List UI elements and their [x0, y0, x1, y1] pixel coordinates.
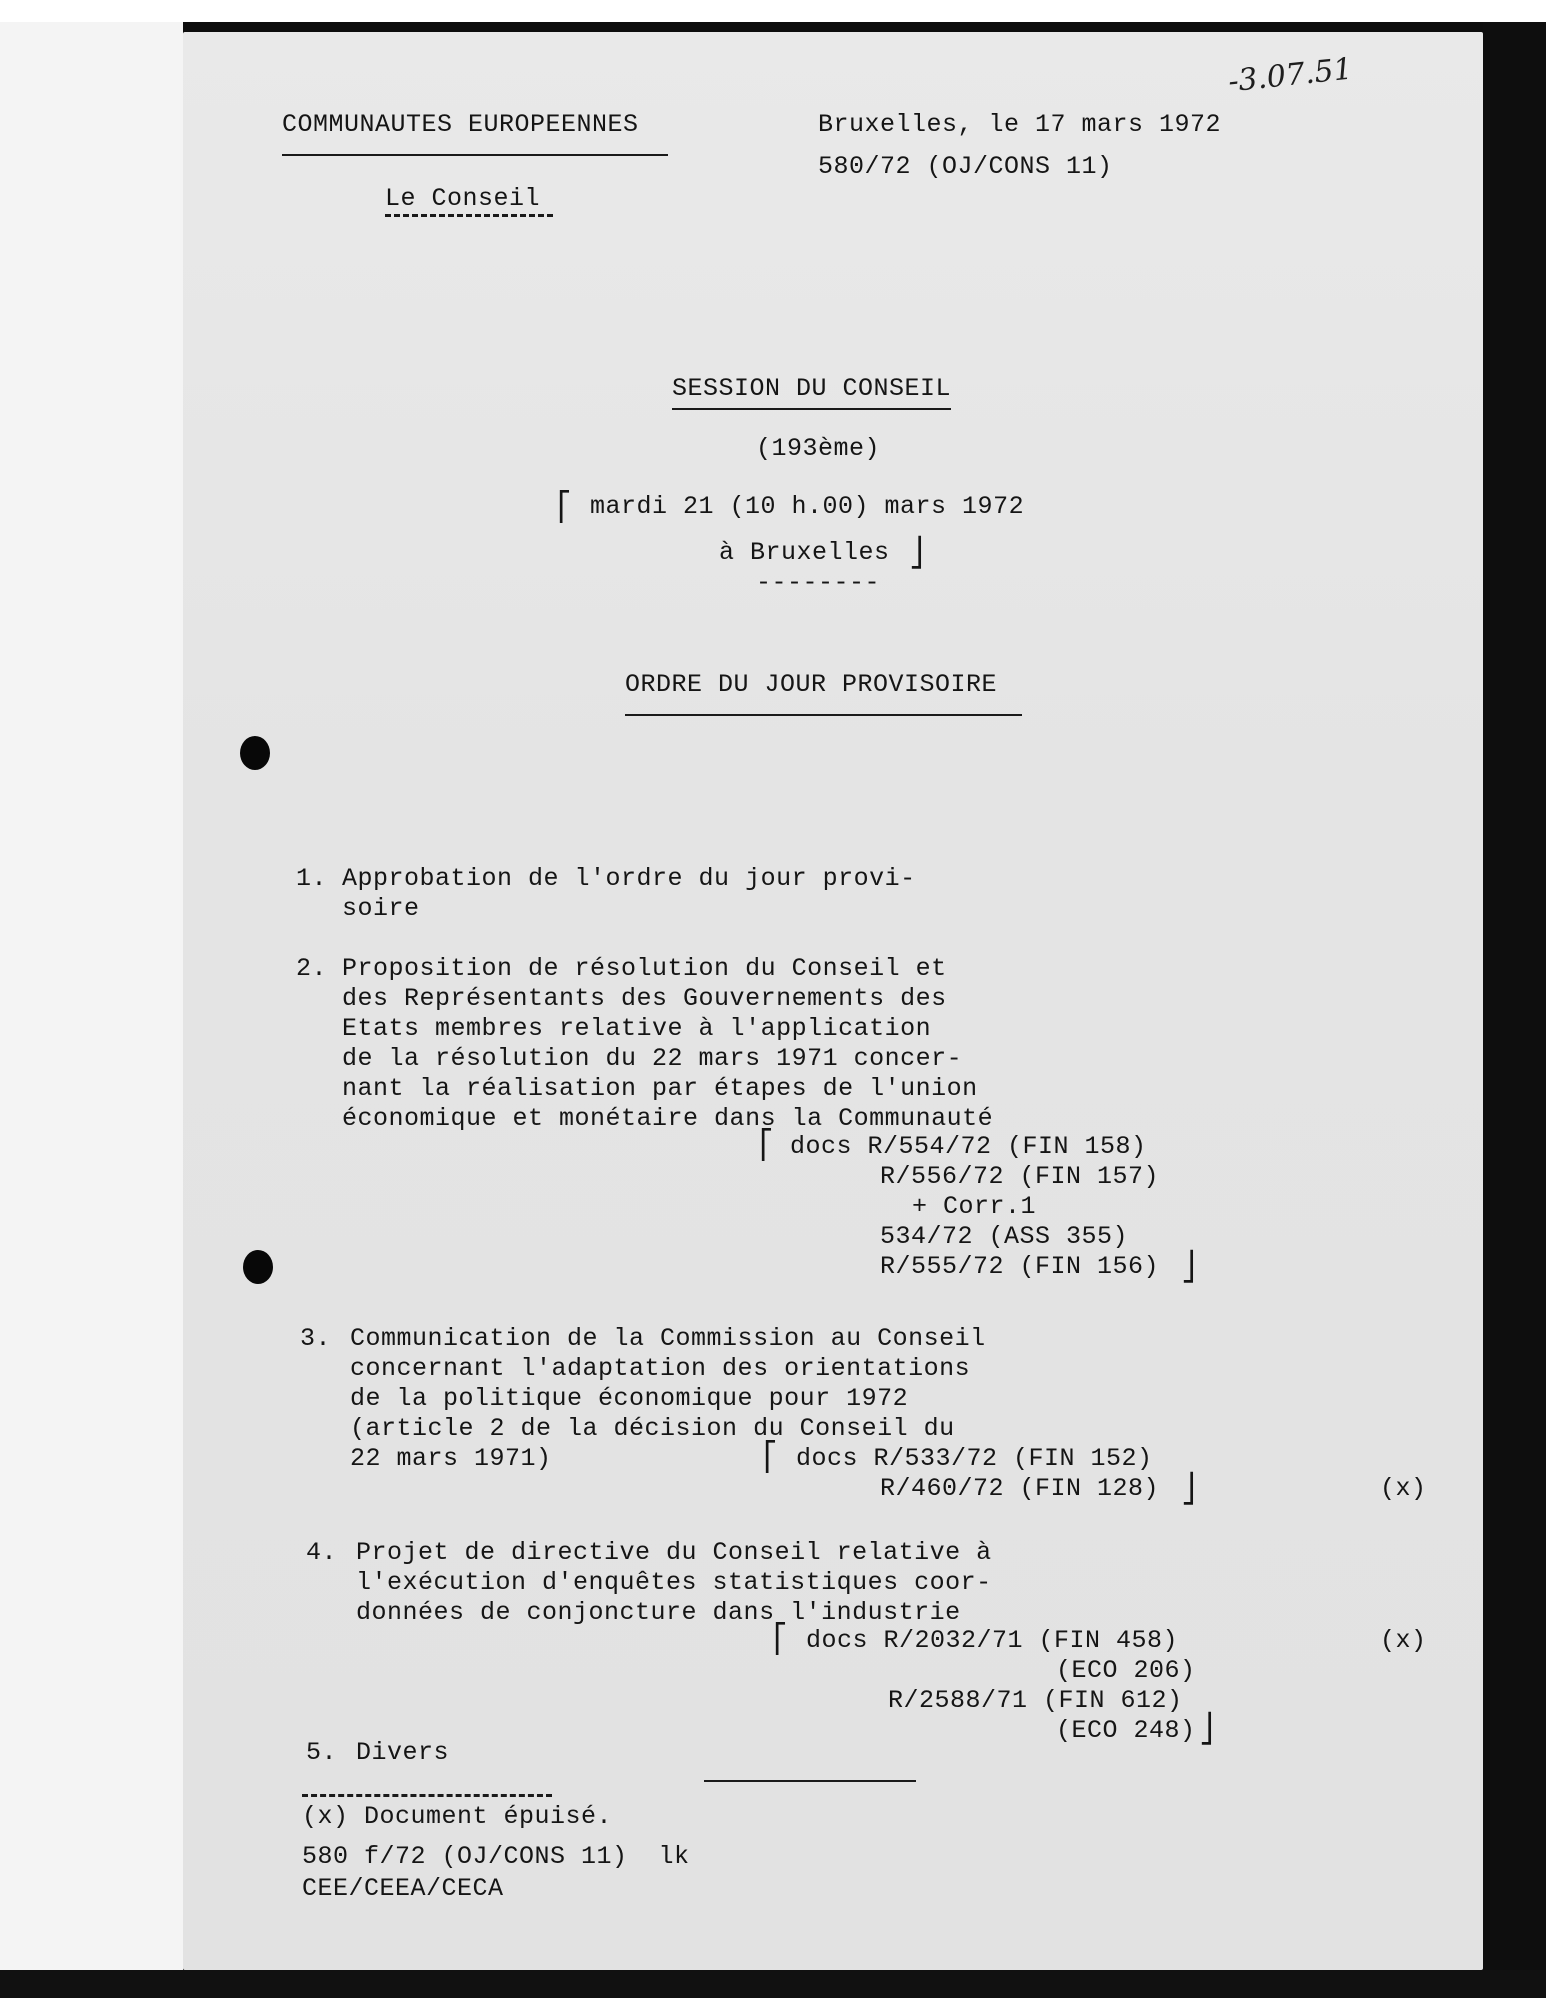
session-location: à Bruxelles — [719, 538, 890, 567]
scan-bottom-edge — [0, 1970, 1546, 1998]
item-text-line: (article 2 de la décision du Conseil du — [350, 1414, 955, 1443]
docs-close-bracket: ⎦ — [1180, 1254, 1197, 1285]
doc-reference: 580/72 (OJ/CONS 11) — [818, 152, 1113, 181]
item-text-line: Communication de la Commission au Conseil — [350, 1324, 986, 1353]
doc-reference-line: docs R/2032/71 (FIN 458) — [806, 1626, 1179, 1655]
item-number: 1. — [296, 864, 328, 893]
footnote-separator — [302, 1794, 552, 1797]
item-number: 2. — [296, 954, 328, 983]
session-datetime: mardi 21 (10 h.00) mars 1972 — [590, 492, 1025, 521]
punch-hole-bottom — [243, 1250, 273, 1284]
footer-orgs: CEE/CEEA/CECA — [302, 1874, 504, 1903]
footer-reference: 580 f/72 (OJ/CONS 11) lk — [302, 1842, 690, 1871]
council-name: Le Conseil — [385, 184, 541, 213]
item-number: 4. — [306, 1538, 338, 1567]
item-text-line: économique et monétaire dans la Communauté — [342, 1104, 994, 1133]
exhausted-mark: (x) — [1380, 1626, 1427, 1655]
session-separator: -------- — [756, 568, 881, 597]
scan-top-edge — [0, 0, 1546, 22]
agenda-title: ORDRE DU JOUR PROVISOIRE — [625, 670, 998, 699]
item-text-line: des Représentants des Gouvernements des — [342, 984, 947, 1013]
item-text-line: données de conjoncture dans l'industrie — [356, 1598, 961, 1627]
docs-close-bracket: ⎦ — [1198, 1716, 1215, 1747]
docs-close-bracket: ⎦ — [1180, 1476, 1197, 1507]
doc-reference-line: R/2588/71 (FIN 612) — [888, 1686, 1183, 1715]
item-text-line: Divers — [356, 1738, 450, 1767]
doc-reference-line: + Corr.1 — [912, 1192, 1037, 1221]
doc-reference-line: docs R/554/72 (FIN 158) — [790, 1132, 1147, 1161]
place-date: Bruxelles, le 17 mars 1972 — [818, 110, 1222, 139]
item-text-line: de la politique économique pour 1972 — [350, 1384, 909, 1413]
end-rule — [704, 1780, 916, 1782]
scan-right-edge — [1483, 22, 1546, 1998]
item-text-line: de la résolution du 22 mars 1971 concer- — [342, 1044, 963, 1073]
session-title: SESSION DU CONSEIL — [672, 374, 951, 410]
org-name: COMMUNAUTES EUROPEENNES — [282, 110, 639, 139]
item-text-line: Projet de directive du Conseil relative à — [356, 1538, 992, 1567]
item-text-line: Proposition de résolution du Conseil et — [342, 954, 947, 983]
org-underline — [282, 154, 668, 156]
item-text-line: 22 mars 1971) — [350, 1444, 552, 1473]
close-bracket: ⎦ — [908, 540, 925, 571]
item-text-line: soire — [342, 894, 420, 923]
open-bracket: ⎡ — [556, 494, 573, 525]
council-underline — [385, 214, 553, 217]
docs-open-bracket: ⎡ — [762, 1444, 779, 1475]
punch-hole-top — [240, 736, 270, 770]
doc-reference-line: 534/72 (ASS 355) — [880, 1222, 1129, 1251]
item-text-line: l'exécution d'enquêtes statistiques coor- — [356, 1568, 992, 1597]
scan-left-margin — [0, 22, 183, 1998]
handwritten-annotation: -3.07.51 — [1226, 51, 1355, 100]
item-text-line: nant la réalisation par étapes de l'union — [342, 1074, 978, 1103]
agenda-title-underline — [625, 714, 1022, 716]
item-text-line: Approbation de l'ordre du jour provi- — [342, 864, 916, 893]
item-number: 5. — [306, 1738, 338, 1767]
doc-reference-line: R/460/72 (FIN 128) — [880, 1474, 1160, 1503]
exhausted-mark: (x) — [1380, 1474, 1427, 1503]
item-text-line: Etats membres relative à l'application — [342, 1014, 932, 1043]
item-number: 3. — [300, 1324, 332, 1353]
session-number: (193ème) — [756, 434, 881, 463]
docs-open-bracket: ⎡ — [772, 1626, 789, 1657]
doc-reference-line: (ECO 248) — [1056, 1716, 1196, 1745]
doc-reference-line: R/555/72 (FIN 156) — [880, 1252, 1160, 1281]
item-text-line: concernant l'adaptation des orientations — [350, 1354, 971, 1383]
doc-reference-line: R/556/72 (FIN 157) — [880, 1162, 1160, 1191]
footnote: (x) Document épuisé. — [302, 1802, 613, 1831]
docs-open-bracket: ⎡ — [758, 1132, 775, 1163]
doc-reference-line: docs R/533/72 (FIN 152) — [796, 1444, 1153, 1473]
doc-reference-line: (ECO 206) — [1056, 1656, 1196, 1685]
